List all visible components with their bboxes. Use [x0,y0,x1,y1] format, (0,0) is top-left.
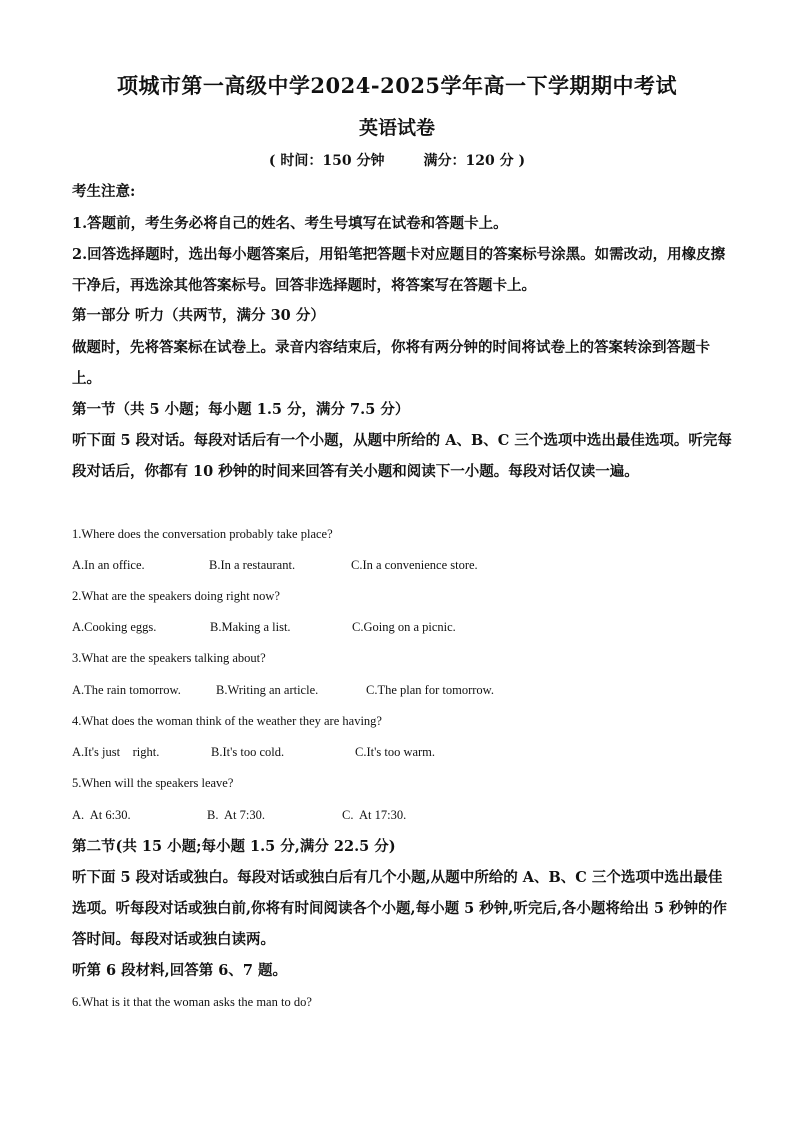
option-a: A.The rain tomorrow. [72,683,181,697]
question-1-options [72,555,732,575]
option-c: C.The plan for tomorrow. [366,683,494,697]
exam-title: 项城市第一高级中学2024-2025学年高一下学期期中考试 [116,73,678,98]
option-c: C. At 17:30. [342,808,407,822]
question-4: 4.What does the woman think of the weather they are having? [72,714,382,728]
exam-time-score: ( 时间：150 分钟 满分：120 分 ) [268,153,526,169]
section2-material: 听第 6 段材料,回答第 6、7 题。 [72,962,288,979]
part1-instruction: 做题时，先将答案标在试卷上。录音内容结束后，你将有两分钟的时间将试卷上的答案转涂到答题卡上。 [72,339,710,387]
option-b: B.It's too cold. [211,745,285,759]
notice-item-2: 2.回答选择题时，选出每小题答案后，用铅笔把答题卡对应题目的答案标号涂黑。如需改动，用橡皮擦干净后，再选涂其他答案标号。回答非选择题时，将答案写在答题卡上。 [72,246,726,294]
option-c: C.It's too warm. [355,745,436,759]
question-2-options [72,617,732,637]
question-5: 5.When will the speakers leave? [72,776,234,790]
question-2: 2.What are the speakers doing right now? [72,589,280,603]
part1-heading: 第一部分 听力（共两节，满分 30 分） [72,307,325,324]
section1-heading: 第一节（共 5 小题；每小题 1.5 分，满分 7.5 分） [72,401,410,418]
section2-heading: 第二节(共 15 小题;每小题 1.5 分,满分 22.5 分) [72,838,396,855]
notice-heading: 考生注意: [72,183,136,200]
option-a: A.Cooking eggs. [72,620,157,634]
notice-item-1: 1.答题前，考生务必将自己的姓名、考生号填写在试卷和答题卡上。 [72,215,508,232]
section2-instruction: 听下面 5 段对话或独白。每段对话或独白后有几个小题,从题中所给的 A、B、C 三个选项中选出最佳选项。听每段对话或独白前,你将有时间阅读各个小题,每小题 5 秒钟,听完后,各小题将给出 5 秒钟的作答时间。每段对话或独白读两。 [72,869,728,948]
question-4-options [72,742,732,762]
option-b: B.Making a list. [210,620,291,634]
question-6: 6.What is it that the woman asks the man to do? [72,995,312,1009]
question-3-options [72,680,732,700]
question-3: 3.What are the speakers talking about? [72,651,266,665]
section1-instruction: 听下面 5 段对话。每段对话后有一个小题，从题中所给的 A、B、C 三个选项中选出最佳选项。听完每段对话后，你都有 10 秒钟的时间来回答有关小题和阅读下一小题。每段对话仅读一遍。 [72,432,732,480]
option-c: C.In a convenience store. [351,558,478,572]
option-a: A.It's just right. [72,745,160,759]
exam-subtitle: 英语试卷 [358,117,435,139]
question-5-options [72,805,732,825]
option-b: B.Writing an article. [216,683,319,697]
option-a: A. At 6:30. [72,808,131,822]
option-b: B. At 7:30. [207,808,265,822]
question-1: 1.Where does the conversation probably take place? [72,527,333,541]
option-c: C.Going on a picnic. [352,620,456,634]
option-b: B.In a restaurant. [209,558,296,572]
option-a: A.In an office. [72,558,145,572]
